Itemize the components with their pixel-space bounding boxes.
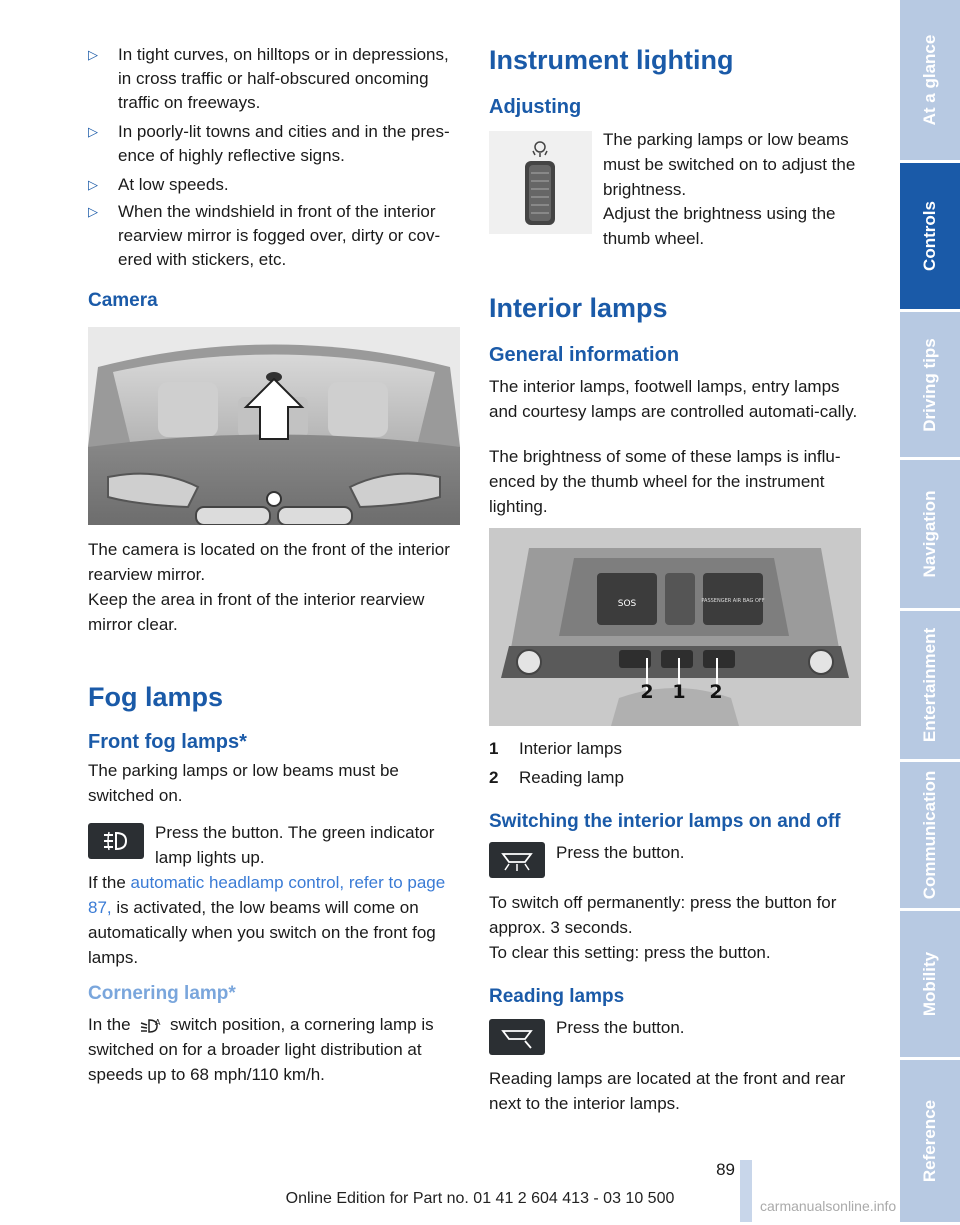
legend-text: Interior lamps (519, 739, 622, 758)
reading-lamps-heading: Reading lamps (489, 986, 625, 1007)
general-text-2: The brightness of some of these lamps is influ-enced by the thumb wheel for the instrument lighting. (489, 447, 841, 516)
overhead-console-illustration (489, 528, 861, 726)
instrument-lighting-heading: Instrument lighting (489, 45, 734, 75)
bullet-text: In poorly-lit towns and cities and in the pres-ence of highly reflective signs. (118, 122, 450, 165)
tab-communication[interactable] (900, 762, 960, 911)
airbag-off-label: PASSENGER AIR BAG OFF (701, 598, 765, 604)
switching-text-2: To clear this setting: press the button. (489, 943, 771, 962)
tab-entertainment[interactable] (900, 611, 960, 762)
tab-label: Reference (920, 1099, 939, 1183)
tab-label: Driving tips (920, 337, 939, 432)
bullet-marker: ▷ (88, 124, 98, 139)
svg-text:A: A (155, 1017, 161, 1027)
tab-reference[interactable] (900, 1060, 960, 1225)
tab-label: At a glance (920, 34, 939, 126)
camera-illustration (88, 327, 460, 525)
auto-headlamp-link[interactable]: automatic headlamp control, refer to page 87, (88, 873, 446, 917)
tab-mobility[interactable] (900, 911, 960, 1060)
bullet-text: In tight curves, on hilltops or in depressions, in cross traffic or half-obscured oncoming traffic on freeways. (118, 45, 449, 112)
switching-text-1: To switch off permanently: press the button for approx. 3 seconds. (489, 893, 837, 937)
watermark: carmanualsonline.info (760, 1198, 897, 1214)
general-text-1: The interior lamps, footwell lamps, entry lamps and courtesy lamps are controlled automati-cally. (489, 377, 858, 421)
bullet-marker: ▷ (88, 177, 98, 192)
switching-button-text: Press the button. (556, 843, 685, 862)
camera-heading: Camera (88, 290, 158, 311)
sos-button-label: SOS (617, 599, 637, 609)
cornering-text-after: switch position, a cornering lamp is switched on for a broader light distribution at speeds up to 68 mph/110 km/h. (88, 1015, 434, 1084)
reading-button-text: Press the button. (556, 1018, 685, 1037)
fog-lamp-button-icon (88, 823, 144, 859)
cornering-text-before: In the (88, 1015, 136, 1034)
legend-number: 1 (489, 739, 499, 758)
front-fog-button-text: Press the button. The green indicator lamp lights up. (155, 823, 435, 867)
reading-text: Reading lamps are located at the front and rear next to the interior lamps. (489, 1069, 846, 1113)
tab-navigation[interactable] (900, 460, 960, 611)
thumb-wheel-image (489, 131, 592, 234)
tab-at-a-glance[interactable] (900, 0, 960, 163)
fog-lamps-heading: Fog lamps (88, 682, 224, 712)
car-front-image (88, 327, 460, 525)
edition-text: Online Edition for Part no. 01 41 2 604 413 - 03 10 500 (285, 1190, 675, 1207)
switching-heading: Switching the interior lamps on and off (489, 811, 841, 832)
tab-label: Communication (920, 770, 939, 900)
legend-text: Reading lamp (519, 768, 624, 787)
auto-text-before: If the (88, 873, 131, 892)
tab-label: Mobility (920, 951, 939, 1017)
page-number: 89 (716, 1160, 735, 1179)
callout-label: 1 (672, 681, 686, 703)
tab-controls[interactable] (900, 163, 960, 312)
cornering-text (88, 1012, 463, 1087)
bullet-marker: ▷ (88, 47, 98, 62)
interior-lamp-button-icon (489, 842, 545, 878)
callout-label: 2 (709, 681, 723, 703)
headlamp-switch-icon (135, 1017, 165, 1035)
general-information-heading: General information (489, 344, 680, 366)
interior-lamps-heading: Interior lamps (489, 293, 668, 323)
callout-label: 2 (640, 681, 654, 703)
auto-text-after: is activated, the low beams will come on automatically when you switch on the front fog lamps. (88, 898, 436, 967)
adjusting-text-1: The parking lamps or low beams must be switched on to adjust the brightness. (603, 130, 856, 199)
cornering-lamp-heading: Cornering lamp* (88, 983, 236, 1004)
legend-number: 2 (489, 768, 499, 787)
bullet-marker: ▷ (88, 204, 98, 219)
camera-text-2: Keep the area in front of the interior rearview mirror clear. (88, 590, 425, 634)
front-fog-text: The parking lamps or low beams must be switched on. (88, 761, 399, 805)
bullet-text: At low speeds. (118, 175, 229, 194)
auto-headlamp-text (88, 870, 463, 970)
reading-lamp-button-icon (489, 1019, 545, 1055)
tab-driving-tips[interactable] (900, 312, 960, 460)
adjusting-text-2: Adjust the brightness using the thumb wheel. (603, 204, 836, 248)
tab-label: Controls (920, 201, 939, 271)
bullet-text: When the windshield in front of the interior rearview mirror is fogged over, dirty or cov-ered with stickers, etc. (118, 202, 441, 269)
camera-text-1: The camera is located on the front of the interior rearview mirror. (88, 540, 450, 584)
tab-label: Navigation (920, 490, 939, 578)
tab-label: Entertainment (920, 627, 939, 743)
adjusting-heading: Adjusting (489, 96, 582, 118)
front-fog-heading: Front fog lamps* (88, 731, 247, 753)
